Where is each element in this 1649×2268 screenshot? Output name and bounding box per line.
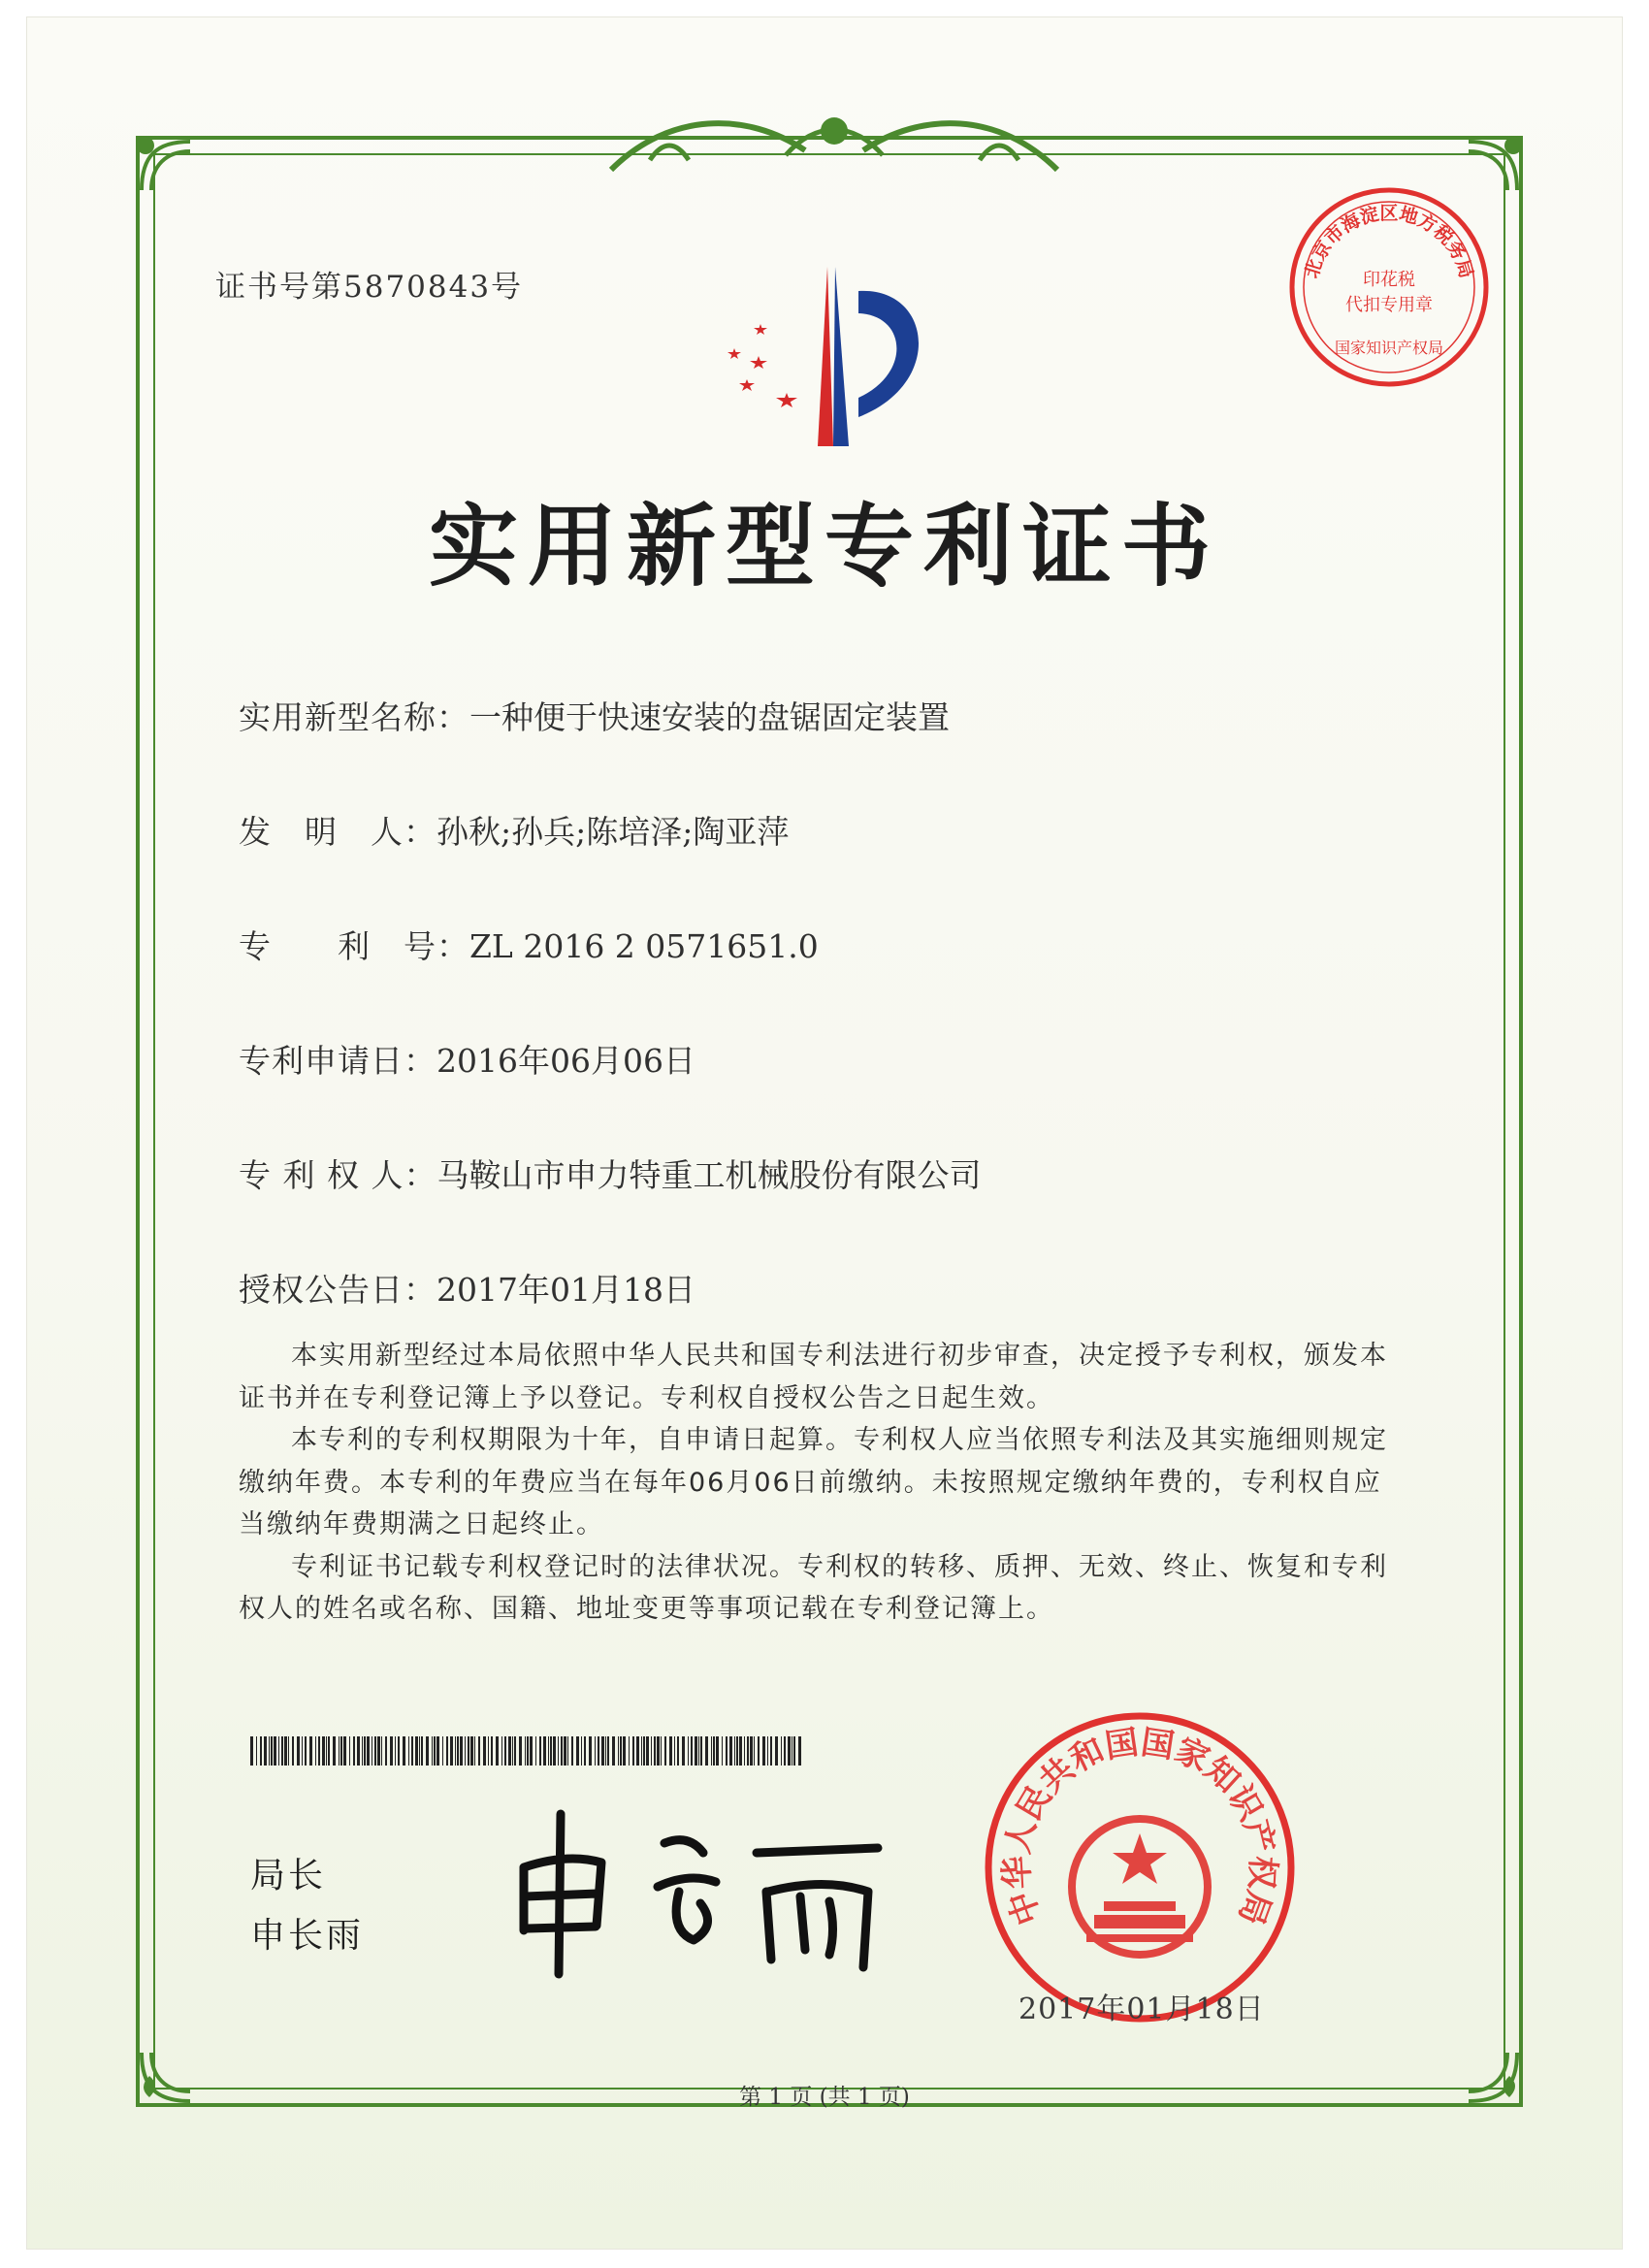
- field-label: 专 利 权 人：: [239, 1156, 437, 1194]
- body-paragraph: 本专利的专利权期限为十年，自申请日起算。专利权人应当依照专利法及其实施细则规定缴纳年费。本专利的年费应当在每年06月06日前缴纳。未按照规定缴纳年费的，专利权自应当缴纳年费期满之日起终止。: [239, 1425, 1388, 1539]
- field-patent-holder: [239, 1150, 981, 1196]
- field-utility-model-name: [239, 693, 950, 738]
- body-paragraph: 专利证书记载专利权登记时的法律状况。专利权的转移、质押、无效、终止、恢复和专利权人的姓名或名称、国籍、地址变更等事项记载在专利登记簿上。: [239, 1551, 1388, 1624]
- field-value: 马鞍山市申力特重工机械股份有限公司: [436, 1156, 982, 1194]
- tax-stamp-bottom-text: 国家知识产权局: [1334, 339, 1444, 357]
- field-label: 实用新型名称：: [239, 698, 469, 736]
- certificate-body: [239, 1335, 1403, 1631]
- field-grant-date: [239, 1265, 695, 1311]
- body-paragraph: 本实用新型经过本局依照中华人民共和国专利法进行初步审查，决定授予专利权，颁发本证书并在专利登记簿上予以登记。专利权自授权公告之日起生效。: [239, 1341, 1388, 1413]
- field-value: 一种便于快速安装的盘锯固定装置: [469, 698, 950, 736]
- patent-office-logo-icon: [713, 247, 975, 451]
- certificate-title: 实用新型专利证书: [428, 495, 1220, 599]
- tax-stamp-center-line1: 印花税: [1363, 270, 1415, 290]
- seal-ring-text: 中华人民共和国国家知识产权局: [997, 1723, 1282, 1930]
- page-number: 第 1 页 (共 1 页): [739, 2085, 910, 2110]
- director-signature: [495, 1795, 902, 1979]
- director-name: 申长雨: [250, 1916, 365, 1956]
- patent-office-seal: [980, 1707, 1300, 2027]
- barcode: [250, 1736, 803, 1766]
- field-inventor: [239, 807, 789, 853]
- field-label: 专利申请日：: [239, 1042, 436, 1080]
- tax-stamp-ring-text: 北京市海淀区地方税务局: [1301, 203, 1477, 281]
- field-label: 发 明 人：: [239, 813, 436, 851]
- top-ornament-icon: [592, 102, 1077, 189]
- corner-ornament-icon: [132, 132, 248, 248]
- certificate-number: 证书号第5870843号: [215, 270, 524, 305]
- field-label: 授权公告日：: [239, 1271, 436, 1309]
- field-value: 2017年01月18日: [436, 1271, 695, 1309]
- field-patent-number: [239, 922, 819, 967]
- field-label: 专 利 号：: [239, 927, 469, 965]
- field-application-date: [239, 1036, 695, 1082]
- issue-date: 2017年01月18日: [1018, 1993, 1265, 2026]
- field-value: 2016年06月06日: [436, 1042, 695, 1080]
- director-title: 局长: [250, 1856, 327, 1895]
- tax-stamp: [1282, 180, 1496, 394]
- tax-stamp-center-line2: 代扣专用章: [1345, 295, 1433, 315]
- field-value: ZL 2016 2 0571651.0: [469, 927, 819, 965]
- field-value: 孙秋;孙兵;陈培泽;陶亚萍: [436, 813, 790, 851]
- national-emblem-icon: [1072, 1819, 1208, 1955]
